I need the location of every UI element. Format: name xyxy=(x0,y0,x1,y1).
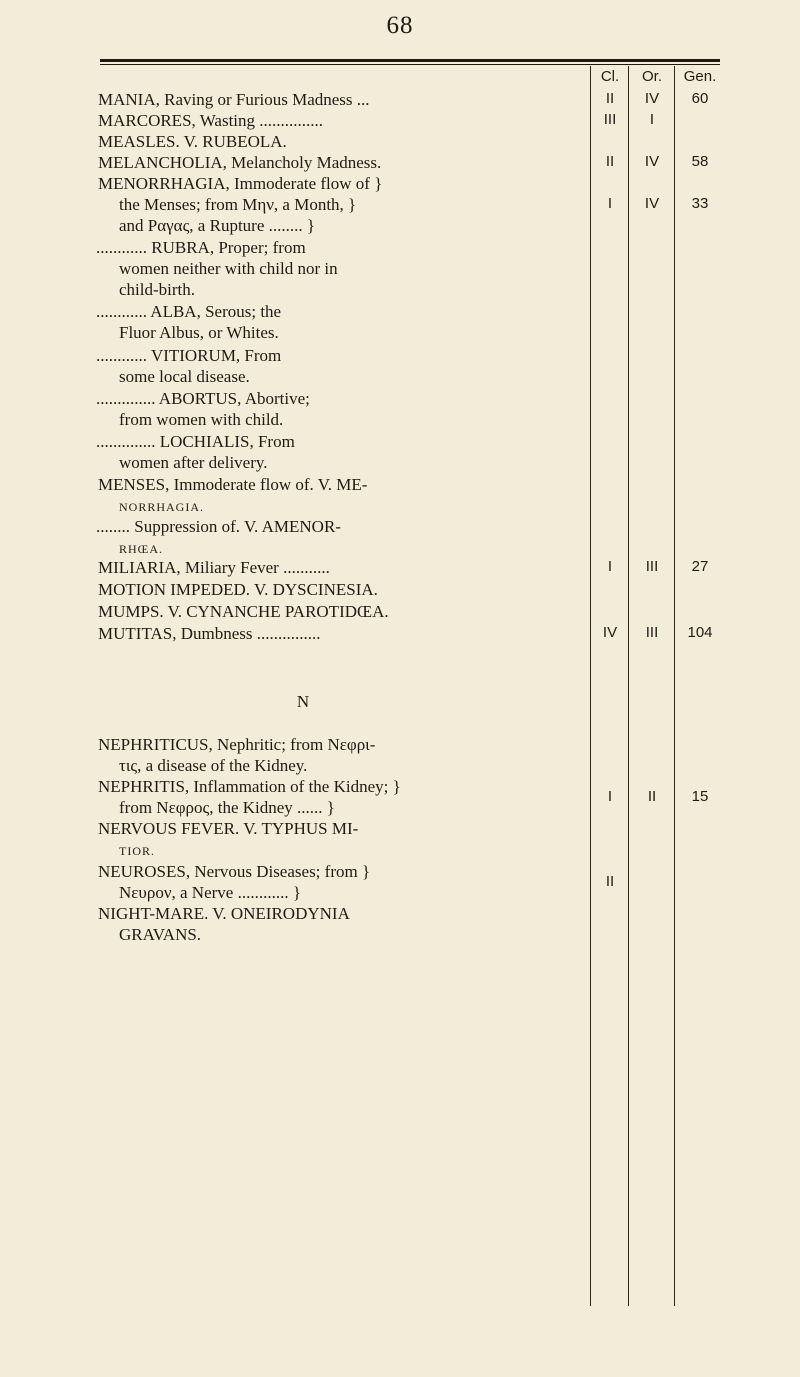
top-rule-thin xyxy=(100,64,720,65)
entry-line: ............ ALBA, Serous; the xyxy=(96,302,282,321)
value-cl: I xyxy=(607,788,613,805)
value-cl: I xyxy=(607,558,613,575)
entry-line: women neither with child nor in xyxy=(119,259,338,278)
value-gen: 33 xyxy=(691,195,709,212)
value-gen: 27 xyxy=(691,558,709,575)
column-header-or: Or. xyxy=(641,68,662,85)
entry-line: MILIARIA, Miliary Fever ........... xyxy=(98,558,330,577)
entry-line: τις, a disease of the Kidney. xyxy=(119,756,308,775)
column-header-gen: Gen. xyxy=(683,68,717,85)
entry-line: MOTION IMPEDED. V. DYSCINESIA. xyxy=(98,580,378,599)
value-cl: I xyxy=(607,195,613,212)
page-number: 68 xyxy=(386,12,414,39)
entry-line: NEPHRITICUS, Nephritic; from Νεφρι- xyxy=(98,735,376,754)
value-or: IV xyxy=(644,195,660,212)
value-gen: 60 xyxy=(691,90,709,107)
entry-line: NERVOUS FEVER. V. TYPHUS MI- xyxy=(98,819,359,838)
value-or: III xyxy=(645,624,659,641)
value-or: IV xyxy=(644,153,660,170)
entry-line: women after delivery. xyxy=(119,453,268,472)
value-gen: 104 xyxy=(687,624,713,641)
entry-line: from Νεφρος, the Kidney ...... } xyxy=(119,798,335,817)
entry-line: TIOR. xyxy=(119,844,155,858)
value-or: II xyxy=(647,788,657,805)
entry-line: MANIA, Raving or Furious Madness ... xyxy=(98,90,370,109)
value-cl: III xyxy=(603,111,617,128)
value-cl: II xyxy=(605,90,615,107)
entry-line: MENSES, Immoderate flow of. V. ME- xyxy=(98,475,368,494)
entry-line: ............ RUBRA, Proper; from xyxy=(96,238,306,257)
entry-line: ........ Suppression of. V. AMENOR- xyxy=(96,517,341,536)
value-or: III xyxy=(645,558,659,575)
entry-line: MUTITAS, Dumbness ............... xyxy=(98,624,321,643)
entry-line: Νευρον, a Nerve ............ } xyxy=(119,883,301,902)
value-or: IV xyxy=(644,90,660,107)
entry-line: ............ VITIORUM, From xyxy=(96,346,282,365)
entry-line: MENORRHAGIA, Immoderate flow of } xyxy=(98,174,383,193)
value-cl: II xyxy=(605,153,615,170)
entry-line: MEASLES. V. RUBEOLA. xyxy=(98,132,287,151)
entry-line: Fluor Albus, or Whites. xyxy=(119,323,279,342)
column-divider xyxy=(628,66,629,1306)
entry-line: .............. ABORTUS, Abortive; xyxy=(96,389,310,408)
entry-line: NEUROSES, Nervous Diseases; from } xyxy=(98,862,371,881)
value-gen: 58 xyxy=(691,153,709,170)
entry-line: RHŒA. xyxy=(119,542,164,556)
value-gen: 15 xyxy=(691,788,709,805)
entry-line: GRAVANS. xyxy=(119,925,202,944)
entry-line: NEPHRITIS, Inflammation of the Kidney; } xyxy=(98,777,401,796)
entry-line: from women with child. xyxy=(119,410,284,429)
entry-line: .............. LOCHIALIS, From xyxy=(96,432,295,451)
entry-line: MELANCHOLIA, Melancholy Madness. xyxy=(98,153,382,172)
entry-line: MUMPS. V. CYNANCHE PAROTIDŒA. xyxy=(98,602,389,621)
section-heading: N xyxy=(296,692,310,711)
entry-line: some local disease. xyxy=(119,367,250,386)
entry-line: NORRHAGIA. xyxy=(119,500,204,514)
value-cl: II xyxy=(605,873,615,890)
entry-line: and Ραγας, a Rupture ........ } xyxy=(119,216,316,235)
column-divider xyxy=(674,66,675,1306)
value-or: I xyxy=(649,111,655,128)
column-divider xyxy=(590,66,591,1306)
column-header-cl: Cl. xyxy=(600,68,620,85)
top-rule-thick xyxy=(100,59,720,62)
entry-line: MARCORES, Wasting ............... xyxy=(98,111,324,130)
value-cl: IV xyxy=(602,624,618,641)
entry-line: NIGHT-MARE. V. ONEIRODYNIA xyxy=(98,904,350,923)
entry-line: child-birth. xyxy=(119,280,196,299)
entry-line: the Menses; from Μην, a Month, } xyxy=(119,195,357,214)
